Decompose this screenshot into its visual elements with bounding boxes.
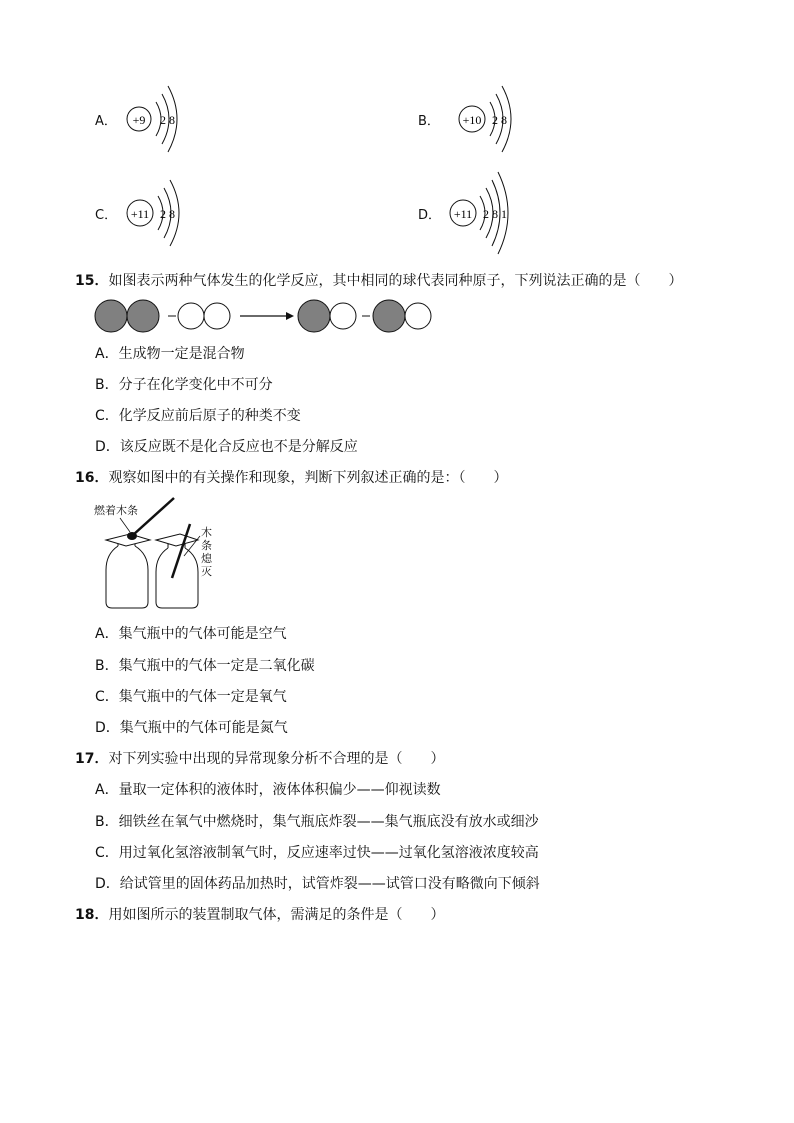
q15-stem	[75, 270, 682, 290]
q17-stem-text: 对下列实验中出现的异常现象分析不合理的是（ ）	[108, 751, 445, 767]
q15-option-b: B．分子在化学变化中不可分	[95, 377, 273, 393]
q17-option-c: C．用过氧化氢溶液制氧气时，反应速率过快——过氧化氢溶液浓度较高	[95, 845, 539, 861]
light-atom	[330, 303, 356, 329]
q14-c-shells: 2 8	[160, 207, 175, 221]
q16-option-d: D．集气瓶中的气体可能是氮气	[95, 720, 288, 736]
q15-option-c: C．化学反应前后原子的种类不变	[95, 408, 301, 424]
q14-option-d-atom-diagram	[444, 166, 529, 258]
q14-option-b-atom-diagram	[452, 82, 522, 154]
q14-option-b-letter: B．	[418, 114, 440, 129]
q16-label-burning-stick: 燃着木条	[94, 505, 138, 517]
q15-reaction-diagram	[94, 298, 436, 334]
q15-number: 15．	[75, 273, 109, 289]
q17-option-d: D．给试管里的固体药品加热时，试管炸裂——试管口没有略微向下倾斜	[95, 876, 540, 892]
q14-b-shells: 2 8	[492, 113, 507, 127]
q14-c-nucleus: +11	[130, 207, 150, 221]
light-atom	[405, 303, 431, 329]
q14-option-a-atom-diagram	[120, 82, 190, 154]
glass-plate	[156, 534, 198, 546]
q14-a-shells: 2 8	[160, 113, 175, 127]
q14-d-nucleus: +11	[453, 207, 473, 221]
q14-b-nucleus: +10	[462, 113, 482, 127]
q15-option-a: A．生成物一定是混合物	[95, 346, 245, 362]
q15-stem-text: 如图表示两种气体发生的化学反应，其中相同的球代表同种原子，下列说法正确的是（ ）	[108, 273, 683, 289]
q16-option-b: B．集气瓶中的气体一定是二氧化碳	[95, 658, 315, 674]
q17-number: 17．	[75, 751, 109, 767]
q16-option-c: C．集气瓶中的气体一定是氧气	[95, 689, 287, 705]
q18-stem-text: 用如图所示的装置制取气体，需满足的条件是（ ）	[108, 907, 445, 923]
q14-option-c-atom-diagram	[120, 176, 190, 248]
q16-stem-text: 观察如图中的有关操作和现象，判断下列叙述正确的是：（ ）	[108, 470, 508, 486]
q15-option-d: D．该反应既不是化合反应也不是分解反应	[95, 439, 358, 455]
q16-label-stick-extinguished: 木 条 熄 灭	[201, 527, 212, 578]
q14-option-d-letter: D．	[418, 208, 442, 223]
q18-stem	[75, 904, 444, 924]
q16-option-a: A．集气瓶中的气体可能是空气	[95, 626, 287, 642]
dark-atom	[127, 300, 159, 332]
dark-atom	[298, 300, 330, 332]
q18-number: 18．	[75, 907, 109, 923]
q14-option-a-letter: A．	[95, 114, 117, 129]
dark-atom	[95, 300, 127, 332]
q16-number: 16．	[75, 470, 109, 486]
q14-option-c-letter: C．	[95, 208, 118, 223]
light-atom	[204, 303, 230, 329]
q14-a-nucleus: +9	[132, 113, 146, 127]
q17-stem	[75, 748, 444, 768]
flame	[127, 532, 137, 540]
q16-gas-bottle-figure	[100, 496, 204, 612]
q14-d-shells: 2 8 1	[483, 207, 507, 221]
dark-atom	[373, 300, 405, 332]
q17-option-a: A．量取一定体积的液体时，液体体积偏少——仰视读数	[95, 782, 441, 798]
q17-option-b: B．细铁丝在氧气中燃烧时，集气瓶底炸裂——集气瓶底没有放水或细沙	[95, 814, 539, 830]
q16-stem	[75, 467, 507, 487]
light-atom	[178, 303, 204, 329]
